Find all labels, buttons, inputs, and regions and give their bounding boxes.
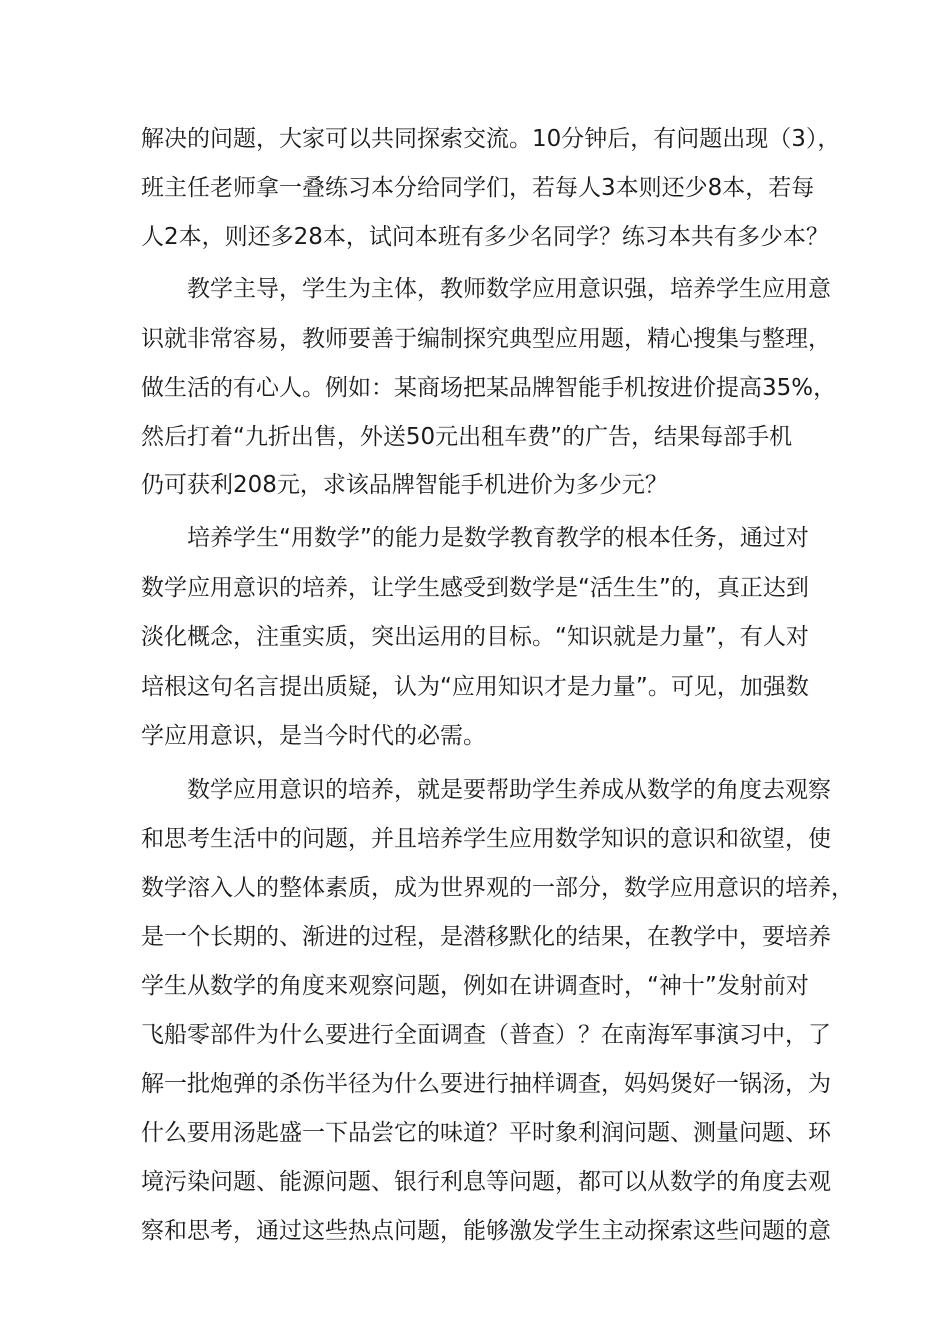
text-line: 教学主导，学生为主体，教师数学应用意识强，培养学生应用意 <box>141 276 831 302</box>
text-line: 境污染问题、能源问题、银行利息等问题，都可以从数学的角度去观 <box>141 1169 831 1195</box>
text-line: 解决的问题，大家可以共同探索交流。10分钟后，有问题出现（3）， <box>141 126 841 152</box>
text-line: 培根这句名言提出质疑，认为“应用知识才是力量”。可见，加强数 <box>141 674 809 700</box>
text-line: 淡化概念，注重实质，突出运用的目标。“知识就是力量”，有人对 <box>141 624 809 650</box>
text-line: 培养学生“用数学”的能力是数学教育教学的根本任务，通过对 <box>141 525 809 551</box>
text-line: 学应用意识，是当今时代的必需。 <box>141 723 486 749</box>
text-line: 然后打着“九折出售，外送50元出租车费”的广告，结果每部手机 <box>141 424 793 450</box>
text-line: 和思考生活中的问题，并且培养学生应用数学知识的意识和欲望，使 <box>141 826 831 852</box>
text-line: 做生活的有心人。例如：某商场把某品牌智能手机按进价提高35%， <box>141 375 837 401</box>
text-line: 什么要用汤匙盛一下品尝它的味道？平时象利润问题、测量问题、环 <box>141 1120 831 1146</box>
text-line: 班主任老师拿一叠练习本分给同学们，若每人3本则还少8本，若每 <box>141 175 815 201</box>
text-line: 仍可获利208元，求该品牌智能手机进价为多少元？ <box>141 472 668 498</box>
text-line: 察和思考，通过这些热点问题，能够激发学生主动探索这些问题的意 <box>141 1218 831 1244</box>
text-line: 解一批炮弹的杀伤半径为什么要进行抽样调查，妈妈煲好一锅汤，为 <box>141 1071 831 1097</box>
text-line: 学生从数学的角度来观察问题，例如在讲调查时，“神十”发射前对 <box>141 973 809 999</box>
text-line: 识就非常容易，教师要善于编制探究典型应用题，精心搜集与整理， <box>141 326 831 352</box>
text-line: 数学应用意识的培养，就是要帮助学生养成从数学的角度去观察 <box>141 777 831 803</box>
text-line: 数学应用意识的培养，让学生感受到数学是“活生生”的，真正达到 <box>141 575 809 601</box>
text-line: 人2本，则还多28本，试问本班有多少名同学？练习本共有多少本？ <box>141 224 829 250</box>
text-line: 是一个长期的、渐进的过程，是潜移默化的结果，在教学中，要培养 <box>141 924 831 950</box>
text-line: 数学溶入人的整体素质，成为世界观的一部分，数学应用意识的培养， <box>141 875 854 901</box>
text-line: 飞船零部件为什么要进行全面调查（普查）？在南海军事演习中，了 <box>141 1022 831 1048</box>
